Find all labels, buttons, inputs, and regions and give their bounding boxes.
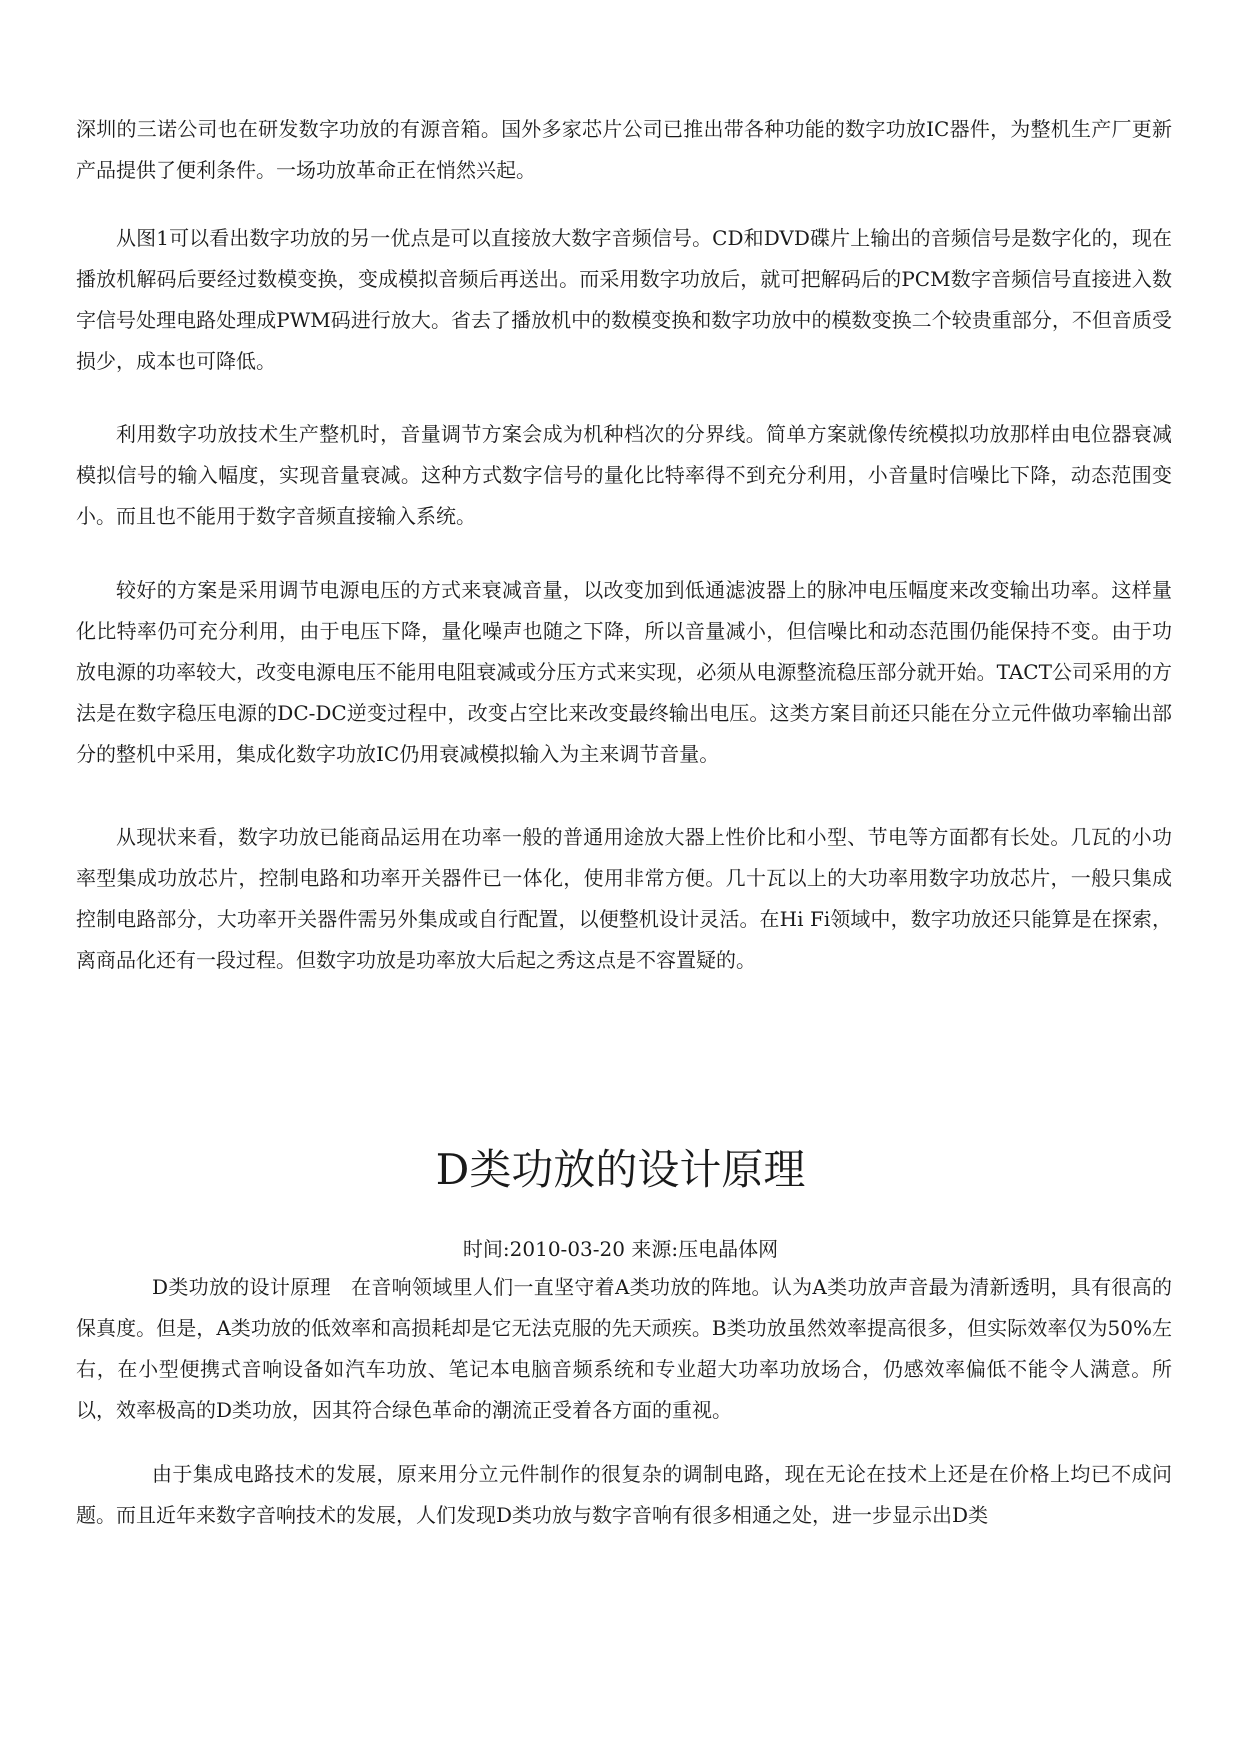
article-paragraph-2: 由于集成电路技术的发展，原来用分立元件制作的很复杂的调制电路，现在无论在技术上还是在价格上均已不成问题。而且近年来数字音响技术的发展，人们发现D类功放与数字音响有很多相通之处，进一步显示出D类 <box>76 1462 1172 1527</box>
paragraph-digital-advantage: 从图1可以看出数字功放的另一优点是可以直接放大数字音频信号。CD和DVD碟片上输出的音频信号是数字化的，现在播放机解码后要经过数模变换，变成模拟音频后再送出。而采用数字功放后，就可把解码后的PCM数字音频信号直接进入数字信号处理电路处理成PWM码进行放大。省去了播放机中的数模变换和数字功放中的模数变换二个较贵重部分，不但音质受损少，成本也可降低。 <box>76 226 1172 373</box>
article-paragraph-1: D类功放的设计原理 在音响领域里人们一直坚守着A类功放的阵地。认为A类功放声音最为清新透明，具有很高的保真度。但是，A类功放的低效率和高损耗却是它无法克服的先天顽疾。B类功放虽然效率提高很多，但实际效率仅为50%左右，在小型便携式音响设备如汽车功放、笔记本电脑音频系统和专业超大功率功放场合，仍感效率偏低不能令人满意。所以，效率极高的D类功放，因其符合绿色革命的潮流正受着各方面的重视。 <box>76 1275 1172 1422</box>
paragraph-intro: 深圳的三诺公司也在研发数字功放的有源音箱。国外多家芯片公司已推出带各种功能的数字功放IC器件，为整机生产厂更新产品提供了便利条件。一场功放革命正在悄然兴起。 <box>76 117 1172 182</box>
paragraph-better-scheme: 较好的方案是采用调节电源电压的方式来衰减音量，以改变加到低通滤波器上的脉冲电压幅度来改变输出功率。这样量化比特率仍可充分利用，由于电压下降，量化噪声也随之下降，所以音量减小，但信噪比和动态范围仍能保持不变。由于功放电源的功率较大，改变电源电压不能用电阻衰减或分压方式来实现，必须从电源整流稳压部分就开始。TACT公司采用的方法是在数字稳压电源的DC-DC逆变过程中，改变占空比来改变最终输出电压。这类方案目前还只能在分立元件做功率输出部分的整机中采用，集成化数字功放IC仍用衰减模拟输入为主来调节音量。 <box>76 578 1172 766</box>
article-meta: 时间:2010-03-20 来源:压电晶体网 <box>462 1237 779 1261</box>
article-title: D类功放的设计原理 <box>435 1145 806 1194</box>
paragraph-volume-schemes: 利用数字功放技术生产整机时，音量调节方案会成为机种档次的分界线。简单方案就像传统模拟功放那样由电位器衰减模拟信号的输入幅度，实现音量衰减。这种方式数字信号的量化比特率得不到充分利用，小音量时信噪比下降，动态范围变小。而且也不能用于数字音频直接输入系统。 <box>76 422 1172 528</box>
paragraph-current-status: 从现状来看，数字功放已能商品运用在功率一般的普通用途放大器上性价比和小型、节电等方面都有长处。几瓦的小功率型集成功放芯片，控制电路和功率开关器件已一体化，使用非常方便。几十瓦以上的大功率用数字功放芯片，一般只集成控制电路部分，大功率开关器件需另外集成或自行配置，以便整机设计灵活。在Hi Fi领域中，数字功放还只能算是在探索，离商品化还有一段过程。但数字功放是功率放大后起之秀这点是不容置疑的。 <box>76 825 1172 972</box>
